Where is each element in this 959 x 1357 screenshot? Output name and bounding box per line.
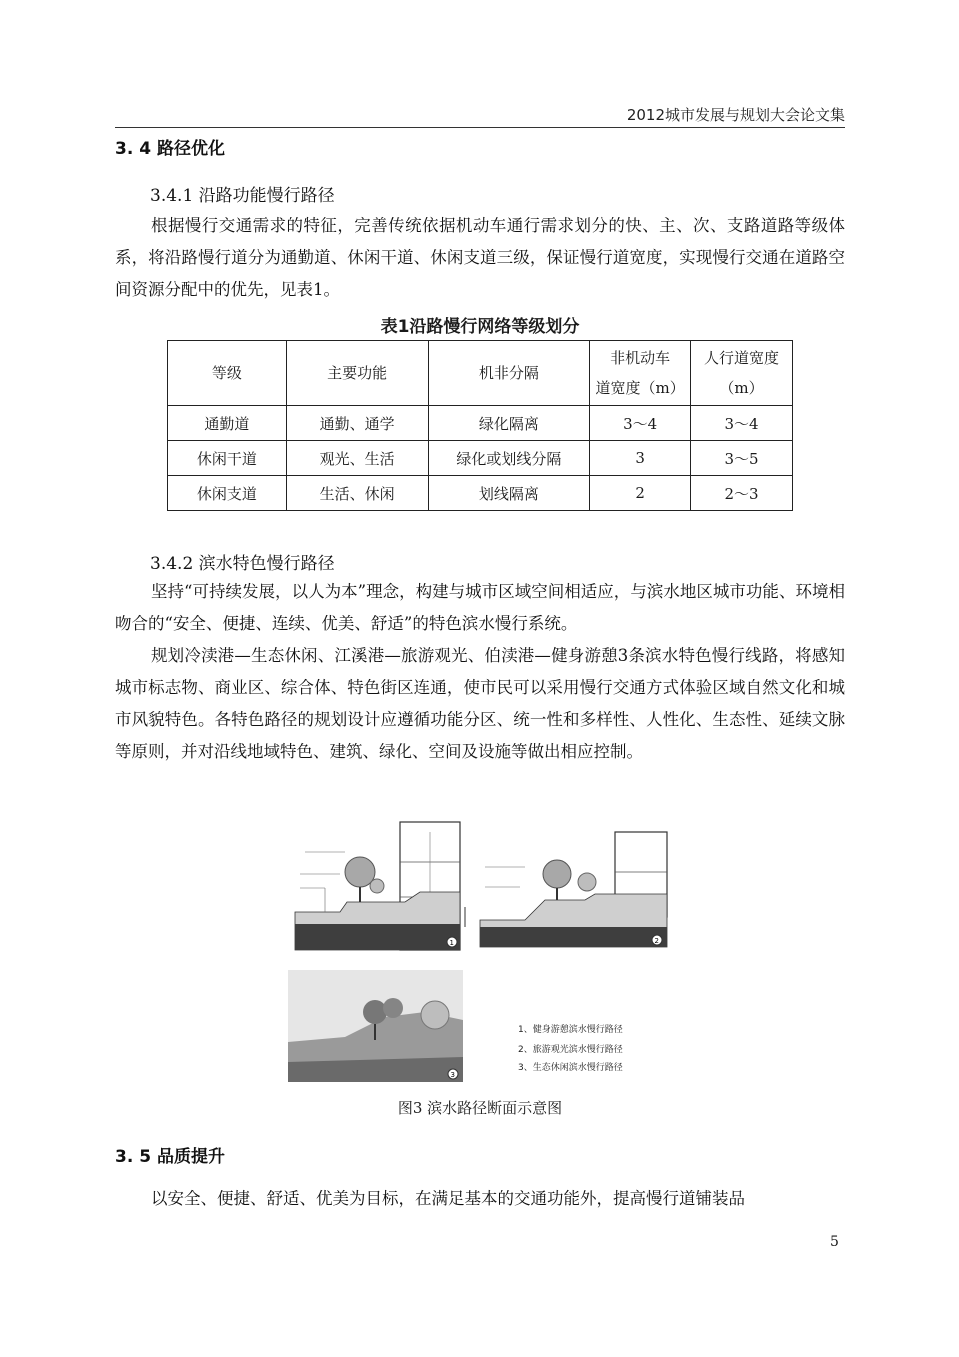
table-header-row — [168, 341, 793, 406]
perspective-sketch-3 — [288, 970, 463, 1082]
header-cell: 人行道宽度 （m） — [691, 341, 793, 406]
figure-caption: 图3 滨水路径断面示意图 — [397, 1099, 563, 1117]
header-cell: 非机动车 道宽度（m） — [590, 341, 691, 406]
header-cell: 机非分隔 — [428, 341, 590, 406]
table-cell: 通勤、通学 — [286, 406, 428, 441]
subsection-heading-3-4-1: 3.4.1 沿路功能慢行路径 — [150, 186, 335, 206]
panel-marker-2: 2 — [654, 937, 659, 945]
table-cell: 划线隔离 — [428, 476, 590, 511]
table-cell: 观光、生活 — [286, 441, 428, 476]
page-number: 5 — [830, 1234, 839, 1250]
table-row — [168, 406, 793, 441]
paragraph-3-5: 以安全、便捷、舒适、优美为目标，在满足基本的交通功能外，提高慢行道铺装品 — [151, 1189, 745, 1208]
header-cell: 等级 — [168, 341, 287, 406]
section-sketch-1 — [295, 822, 465, 950]
paragraph-3-4-2-b: 规划冷渎港—生态休闲、江溪港—旅游观光、伯渎港—健身游憩3条滨水特色慢行线路，将感知城市标志物、商业区、综合体、特色街区连通，使市民可以采用慢行交通方式体验区域自然文化和城市风貌特色。各特色路径的规划设计应遵循功能分区、统一性和多样性、人性化、生态性、延续文脉等原则，并对沿线地域特色、建筑、绿化、空间及设施等做出相应控制。 — [115, 646, 845, 761]
section-heading-3-5: 3. 5 品质提升 — [115, 1147, 225, 1167]
table-cell: 绿化或划线分隔 — [428, 441, 590, 476]
header-cell: 主要功能 — [286, 341, 428, 406]
grade-table — [167, 340, 793, 511]
panel-marker-1: 1 — [449, 939, 454, 947]
table-caption: 表1沿路慢行网络等级划分 — [380, 317, 580, 337]
paragraph-3-4-2-a: 坚持“可持续发展，以人为本”理念，构建与城市区域空间相适应，与滨水地区城市功能、环境相吻合的“安全、便捷、连续、优美、舒适”的特色滨水慢行系统。 — [115, 582, 845, 633]
table-cell: 3 — [590, 441, 691, 476]
table-cell: 3～5 — [691, 441, 793, 476]
header-rule — [115, 127, 845, 128]
table-cell: 绿化隔离 — [428, 406, 590, 441]
table-cell: 2～3 — [691, 476, 793, 511]
running-header: 2012城市发展与规划大会论文集 — [626, 106, 845, 124]
section-sketch-2 — [480, 832, 667, 947]
subsection-heading-3-4-2: 3.4.2 滨水特色慢行路径 — [150, 554, 335, 574]
legend-item: 2、旅游观光滨水慢行路径 — [518, 1045, 623, 1055]
table-row — [168, 476, 793, 511]
table-cell: 生活、休闲 — [286, 476, 428, 511]
table-cell: 3～4 — [691, 406, 793, 441]
table-cell: 2 — [590, 476, 691, 511]
section-heading-3-4: 3. 4 路径优化 — [115, 139, 225, 159]
table-cell: 3～4 — [590, 406, 691, 441]
table-row — [168, 441, 793, 476]
panel-marker-3: 3 — [450, 1071, 455, 1079]
waterfront-section-figure — [285, 812, 670, 1087]
table-cell: 通勤道 — [168, 406, 287, 441]
legend-item: 3、生态休闲滨水慢行路径 — [518, 1063, 623, 1073]
table-cell: 休闲支道 — [168, 476, 287, 511]
paragraph-3-4-1: 根据慢行交通需求的特征，完善传统依据机动车通行需求划分的快、主、次、支路道路等级体系，将沿路慢行道分为通勤道、休闲干道、休闲支道三级，保证慢行道宽度，实现慢行交通在道路空间资源分配中的优先，见表1。 — [115, 216, 845, 299]
legend-item: 1、健身游憩滨水慢行路径 — [518, 1025, 623, 1035]
table-cell: 休闲干道 — [168, 441, 287, 476]
